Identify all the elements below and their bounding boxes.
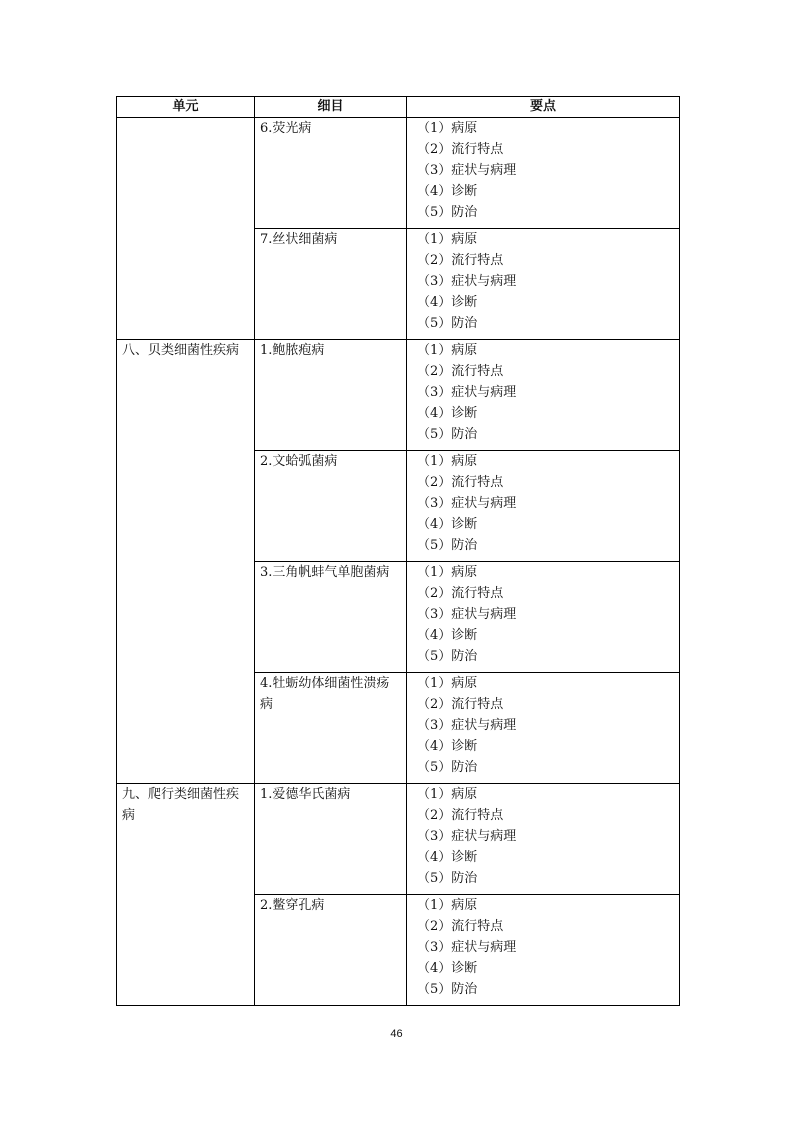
unit-cell: 九、爬行类细菌性疾病 <box>117 784 255 1006</box>
point-item: （2）流行特点 <box>417 586 504 601</box>
point-item: （1）病原 <box>417 454 478 469</box>
points-cell <box>407 229 680 340</box>
point-item: （1）病原 <box>417 343 478 358</box>
item-cell: 3.三角帆蚌气单胞菌病 <box>255 562 407 673</box>
point-item: （3）症状与病理 <box>417 718 517 733</box>
point-item: （2）流行特点 <box>417 253 504 268</box>
header-item: 细目 <box>255 97 407 118</box>
header-points: 要点 <box>407 97 680 118</box>
point-item: （2）流行特点 <box>417 475 504 490</box>
table-row <box>117 784 680 895</box>
points-cell <box>407 895 680 1006</box>
point-item: （5）防治 <box>417 649 478 664</box>
point-item: （2）流行特点 <box>417 142 504 157</box>
point-item: （1）病原 <box>417 121 478 136</box>
points-cell <box>407 562 680 673</box>
point-item: （4）诊断 <box>417 406 478 421</box>
point-item: （4）诊断 <box>417 295 478 310</box>
item-cell: 2.文蛤弧菌病 <box>255 451 407 562</box>
page-number: 46 <box>390 1028 403 1040</box>
point-item: （5）防治 <box>417 316 478 331</box>
point-item: （4）诊断 <box>417 850 478 865</box>
point-item: （5）防治 <box>417 982 478 997</box>
point-item: （3）症状与病理 <box>417 274 517 289</box>
point-item: （4）诊断 <box>417 628 478 643</box>
item-cell: 7.丝状细菌病 <box>255 229 407 340</box>
point-item: （2）流行特点 <box>417 697 504 712</box>
item-cell: 1.鲍脓疱病 <box>255 340 407 451</box>
item-cell: 4.牡蛎幼体细菌性溃疡病 <box>255 673 407 784</box>
unit-cell: 八、贝类细菌性疾病 <box>117 340 255 784</box>
table-row <box>117 340 680 451</box>
point-item: （2）流行特点 <box>417 808 504 823</box>
point-item: （5）防治 <box>417 205 478 220</box>
point-item: （4）诊断 <box>417 961 478 976</box>
points-cell <box>407 340 680 451</box>
table-header-row <box>117 97 680 118</box>
point-item: （1）病原 <box>417 565 478 580</box>
point-item: （2）流行特点 <box>417 364 504 379</box>
point-item: （5）防治 <box>417 538 478 553</box>
item-cell: 6.荧光病 <box>255 118 407 229</box>
point-item: （5）防治 <box>417 760 478 775</box>
point-item: （4）诊断 <box>417 184 478 199</box>
item-cell: 2.鳖穿孔病 <box>255 895 407 1006</box>
points-cell <box>407 118 680 229</box>
syllabus-table <box>116 96 680 1006</box>
points-cell <box>407 451 680 562</box>
point-item: （5）防治 <box>417 871 478 886</box>
point-item: （2）流行特点 <box>417 919 504 934</box>
point-item: （3）症状与病理 <box>417 163 517 178</box>
point-item: （1）病原 <box>417 787 478 802</box>
table-row <box>117 118 680 229</box>
point-item: （1）病原 <box>417 232 478 247</box>
point-item: （3）症状与病理 <box>417 385 517 400</box>
unit-cell <box>117 118 255 340</box>
point-item: （5）防治 <box>417 427 478 442</box>
point-item: （3）症状与病理 <box>417 607 517 622</box>
point-item: （3）症状与病理 <box>417 940 517 955</box>
point-item: （1）病原 <box>417 676 478 691</box>
points-cell <box>407 784 680 895</box>
point-item: （4）诊断 <box>417 517 478 532</box>
point-item: （1）病原 <box>417 898 478 913</box>
item-cell: 1.爱德华氏菌病 <box>255 784 407 895</box>
point-item: （3）症状与病理 <box>417 496 517 511</box>
point-item: （4）诊断 <box>417 739 478 754</box>
header-unit: 单元 <box>117 97 255 118</box>
points-cell <box>407 673 680 784</box>
point-item: （3）症状与病理 <box>417 829 517 844</box>
